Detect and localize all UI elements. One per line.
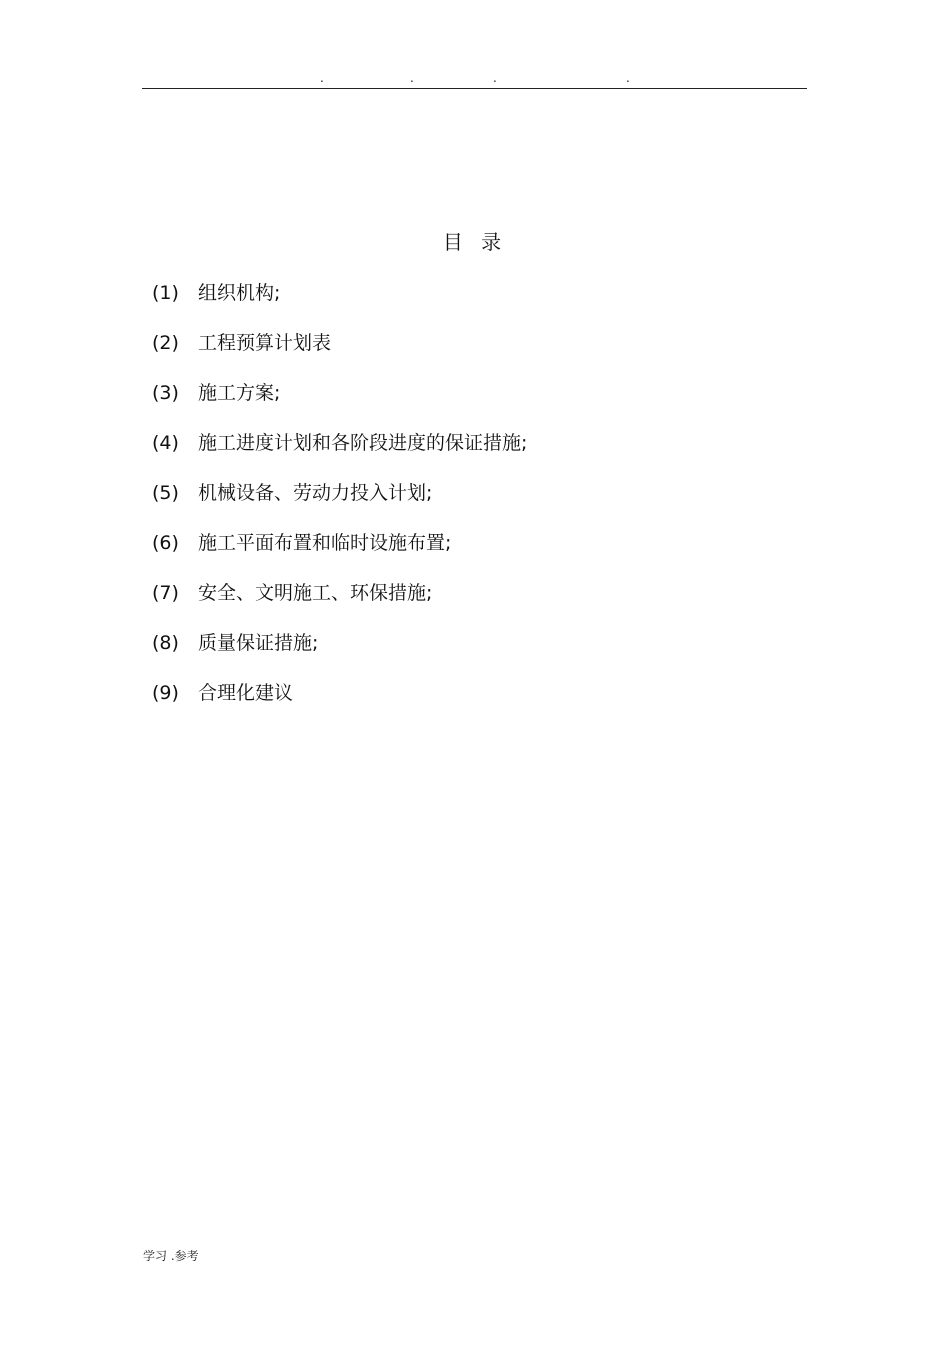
toc-item-number: (9) (152, 682, 179, 704)
toc-item-number: (3) (152, 382, 179, 404)
toc-item (152, 430, 527, 480)
toc-item-text: 质量保证措施; (198, 632, 319, 654)
toc-item (152, 280, 527, 330)
footer-text: 学习 .参考 (143, 1249, 199, 1263)
toc-item (152, 630, 527, 680)
toc-item-number: (1) (152, 282, 179, 304)
toc-item-text: 安全、文明施工、环保措施; (198, 582, 433, 604)
toc-item (152, 580, 527, 630)
toc-item (152, 530, 527, 580)
toc-item (152, 330, 527, 380)
header-dot: . (320, 71, 324, 85)
toc-item-number: (5) (152, 482, 179, 504)
toc-item-number: (4) (152, 432, 179, 454)
toc-item-number: (8) (152, 632, 179, 654)
toc-item-text: 合理化建议 (198, 682, 294, 704)
toc-list (152, 280, 527, 730)
header-dot: . (493, 71, 497, 85)
toc-item-text: 工程预算计划表 (198, 332, 332, 354)
toc-item-text: 施工进度计划和各阶段进度的保证措施; (198, 432, 528, 454)
toc-item-text: 施工方案; (198, 382, 281, 404)
toc-title: 目 录 (442, 230, 508, 254)
toc-item-number: (2) (152, 332, 179, 354)
toc-item (152, 380, 527, 430)
toc-item-text: 施工平面布置和临时设施布置; (198, 532, 452, 554)
header-rule (142, 88, 807, 89)
toc-item-number: (6) (152, 532, 179, 554)
toc-item-text: 组织机构; (198, 282, 281, 304)
header-dot: . (410, 71, 414, 85)
toc-item-number: (7) (152, 582, 179, 604)
header-dot: . (626, 71, 630, 85)
toc-item (152, 480, 527, 530)
toc-item (152, 680, 527, 730)
toc-item-text: 机械设备、劳动力投入计划; (198, 482, 433, 504)
